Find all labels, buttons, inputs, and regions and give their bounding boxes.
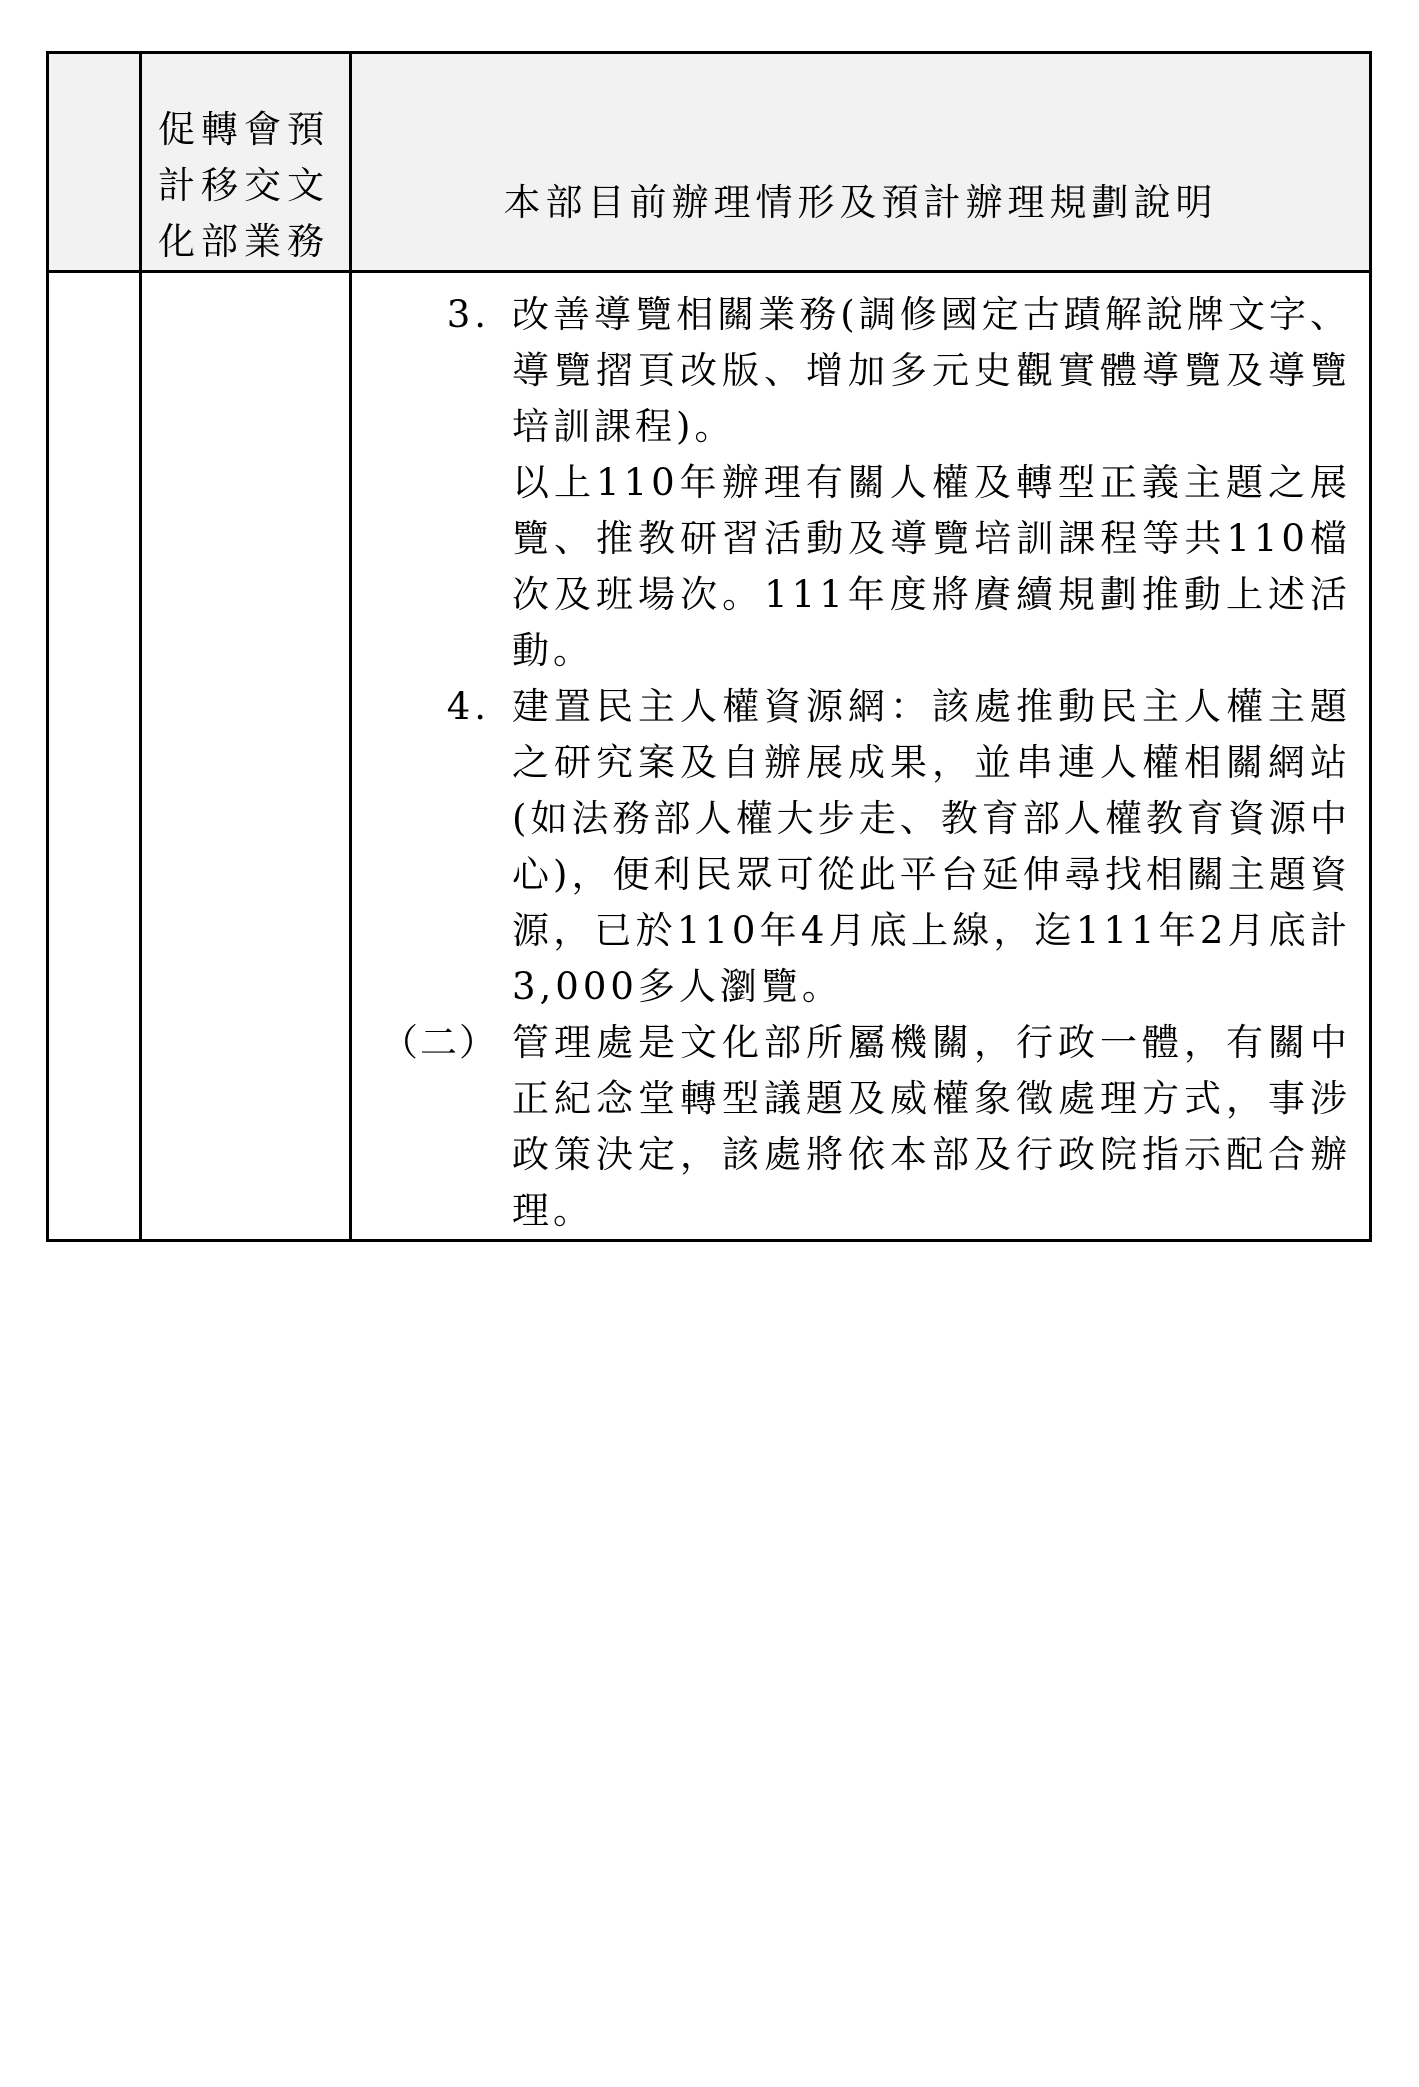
list-item-2-paren xyxy=(352,1015,1351,1239)
item-continuation-paragraph: 以上110年辦理有關人權及轉型正義主題之展覽、推教研習活動及導覽培訓課程等共110檔次及班場次。111年度將賡續規劃推動上述活動。 xyxy=(512,461,1351,672)
item-paragraph: 改善導覽相關業務(調修國定古蹟解說牌文字、導覽摺頁改版、增加多元史觀實體導覽及導覽培訓課程)。 xyxy=(512,293,1351,448)
header-task-cell xyxy=(141,53,351,272)
item-text-block xyxy=(512,1015,1351,1239)
item-number: （二） xyxy=(381,1021,498,1064)
document-table xyxy=(46,51,1372,1242)
header-desc-label: 本部目前辦理情形及預計辦理規劃說明 xyxy=(503,181,1218,224)
body-task-cell xyxy=(141,272,351,1241)
list-item-4 xyxy=(352,679,1351,1015)
desc-body xyxy=(352,273,1369,1239)
header-blank-cell xyxy=(48,53,141,272)
table-header-row xyxy=(48,53,1371,272)
item-number: 4. xyxy=(446,685,490,728)
list-item-3 xyxy=(352,287,1351,679)
header-task-label: 促轉會預計移交文化部業務 xyxy=(158,108,330,263)
body-desc-cell xyxy=(351,272,1371,1241)
body-blank-cell xyxy=(48,272,141,1241)
item-text-block xyxy=(512,679,1351,1015)
item-number: 3. xyxy=(446,293,490,336)
item-paragraph: 管理處是文化部所屬機關，行政一體，有關中正紀念堂轉型議題及威權象徵處理方式，事涉政策決定，該處將依本部及行政院指示配合辦理。 xyxy=(512,1021,1351,1232)
item-paragraph: 建置民主人權資源網：該處推動民主人權主題之研究案及自辦展成果，並串連人權相關網站(如法務部人權大步走、教育部人權教育資源中心)，便利民眾可從此平台延伸尋找相關主題資源，已於110年4月底上線，迄111年2月底計3,000多人瀏覽。 xyxy=(512,685,1351,1008)
table-body-row xyxy=(48,272,1371,1241)
header-desc-cell xyxy=(351,53,1371,272)
item-text-block xyxy=(512,287,1351,679)
